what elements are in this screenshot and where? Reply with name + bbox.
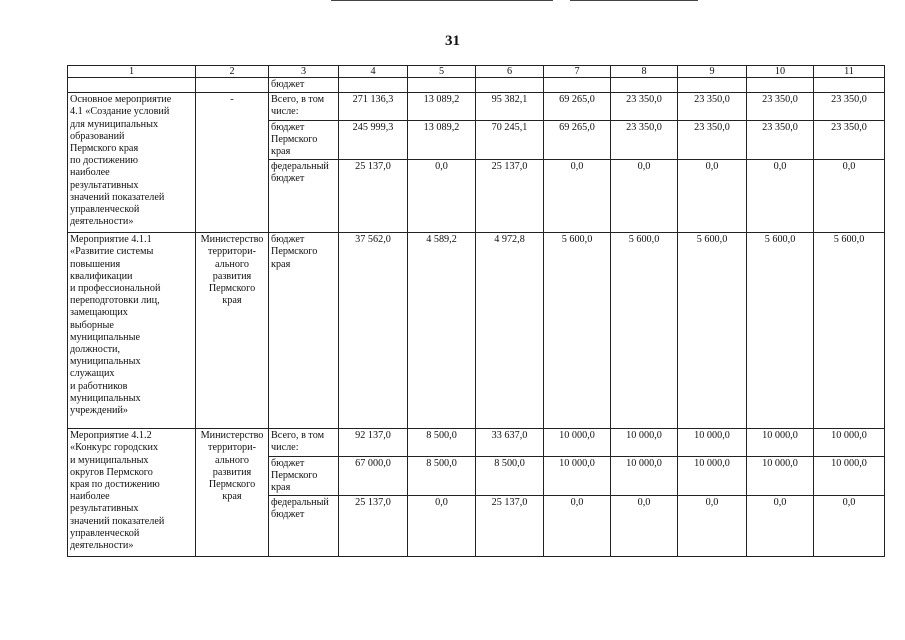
value-cell: 33 637,0	[476, 429, 544, 456]
value-cell: 23 350,0	[814, 93, 885, 120]
col-header-8: 8	[611, 66, 678, 78]
table-row	[68, 429, 885, 456]
value-cell: 0,0	[544, 160, 611, 233]
source-cell: бюджет Пермского края	[269, 233, 339, 429]
value-cell: 25 137,0	[339, 496, 408, 557]
value-cell: 0,0	[678, 160, 747, 233]
activity-name: Мероприятие 4.1.1 «Развитие системы повышения квалификации и профессиональной переподготовки лиц, замещающих выборные муниципальные должности, муниципальных служащих и работников муниципальных учреждений»	[68, 233, 196, 429]
col-header-6: 6	[476, 66, 544, 78]
source-cell: Всего, в том числе:	[269, 429, 339, 456]
value-cell: 13 089,2	[408, 93, 476, 120]
value-cell: 0,0	[747, 496, 814, 557]
col-header-7: 7	[544, 66, 611, 78]
value-cell: 13 089,2	[408, 120, 476, 160]
value-cell: 0,0	[544, 496, 611, 557]
value-cell: 25 137,0	[339, 160, 408, 233]
table-row	[68, 93, 885, 120]
value-cell: 5 600,0	[544, 233, 611, 429]
source-cell: бюджет	[269, 78, 339, 93]
col-header-1: 1	[68, 66, 196, 78]
value-cell: 10 000,0	[544, 429, 611, 456]
source-cell: федеральный бюджет	[269, 496, 339, 557]
value-cell: 69 265,0	[544, 93, 611, 120]
value-cell: 0,0	[408, 496, 476, 557]
value-cell: 23 350,0	[678, 120, 747, 160]
col-header-2: 2	[196, 66, 269, 78]
col-header-4: 4	[339, 66, 408, 78]
header-row	[68, 66, 885, 78]
value-cell: 25 137,0	[476, 496, 544, 557]
col-header-11: 11	[814, 66, 885, 78]
continuation-row	[68, 78, 885, 93]
value-cell: 0,0	[747, 160, 814, 233]
executor: Министерство территори- ального развития Пермского края	[196, 429, 269, 557]
value-cell: 70 245,1	[476, 120, 544, 160]
value-cell: 5 600,0	[678, 233, 747, 429]
value-cell: 69 265,0	[544, 120, 611, 160]
budget-table	[67, 65, 885, 557]
value-cell: 5 600,0	[747, 233, 814, 429]
value-cell: 95 382,1	[476, 93, 544, 120]
value-cell: 10 000,0	[611, 429, 678, 456]
source-cell: Всего, в том числе:	[269, 93, 339, 120]
value-cell: 0,0	[408, 160, 476, 233]
value-cell: 0,0	[611, 160, 678, 233]
value-cell: 0,0	[814, 496, 885, 557]
top-rule-left	[331, 0, 553, 1]
page-number: 31	[445, 33, 460, 49]
value-cell: 0,0	[611, 496, 678, 557]
col-header-9: 9	[678, 66, 747, 78]
value-cell: 10 000,0	[611, 456, 678, 496]
value-cell: 10 000,0	[544, 456, 611, 496]
value-cell: 8 500,0	[408, 429, 476, 456]
value-cell: 10 000,0	[747, 429, 814, 456]
col-header-10: 10	[747, 66, 814, 78]
top-rule-right	[570, 0, 698, 1]
value-cell: 23 350,0	[611, 93, 678, 120]
value-cell: 67 000,0	[339, 456, 408, 496]
table-row	[68, 233, 885, 429]
executor: -	[196, 93, 269, 233]
value-cell: 4 589,2	[408, 233, 476, 429]
executor: Министерство территори- ального развития Пермского края	[196, 233, 269, 429]
value-cell: 10 000,0	[678, 429, 747, 456]
value-cell: 271 136,3	[339, 93, 408, 120]
value-cell: 37 562,0	[339, 233, 408, 429]
value-cell: 0,0	[678, 496, 747, 557]
value-cell: 8 500,0	[476, 456, 544, 496]
value-cell: 0,0	[814, 160, 885, 233]
value-cell: 245 999,3	[339, 120, 408, 160]
value-cell: 10 000,0	[814, 456, 885, 496]
value-cell: 23 350,0	[747, 120, 814, 160]
col-header-5: 5	[408, 66, 476, 78]
activity-name: Основное мероприятие 4.1 «Создание условий для муниципальных образований Пермского края по достижению наиболее результативных значений показателей управленческой деятельности»	[68, 93, 196, 233]
activity-name: Мероприятие 4.1.2 «Конкурс городских и муниципальных округов Пермского края по достижению наиболее результативных значений показателей управленческой деятельности»	[68, 429, 196, 557]
value-cell: 23 350,0	[814, 120, 885, 160]
source-cell: бюджет Пермского края	[269, 120, 339, 160]
value-cell: 8 500,0	[408, 456, 476, 496]
value-cell: 92 137,0	[339, 429, 408, 456]
col-header-3: 3	[269, 66, 339, 78]
value-cell: 23 350,0	[611, 120, 678, 160]
value-cell: 5 600,0	[611, 233, 678, 429]
source-cell: федеральный бюджет	[269, 160, 339, 233]
value-cell: 23 350,0	[678, 93, 747, 120]
source-cell: бюджет Пермского края	[269, 456, 339, 496]
value-cell: 10 000,0	[814, 429, 885, 456]
value-cell: 10 000,0	[678, 456, 747, 496]
value-cell: 10 000,0	[747, 456, 814, 496]
value-cell: 23 350,0	[747, 93, 814, 120]
value-cell: 4 972,8	[476, 233, 544, 429]
value-cell: 25 137,0	[476, 160, 544, 233]
value-cell: 5 600,0	[814, 233, 885, 429]
